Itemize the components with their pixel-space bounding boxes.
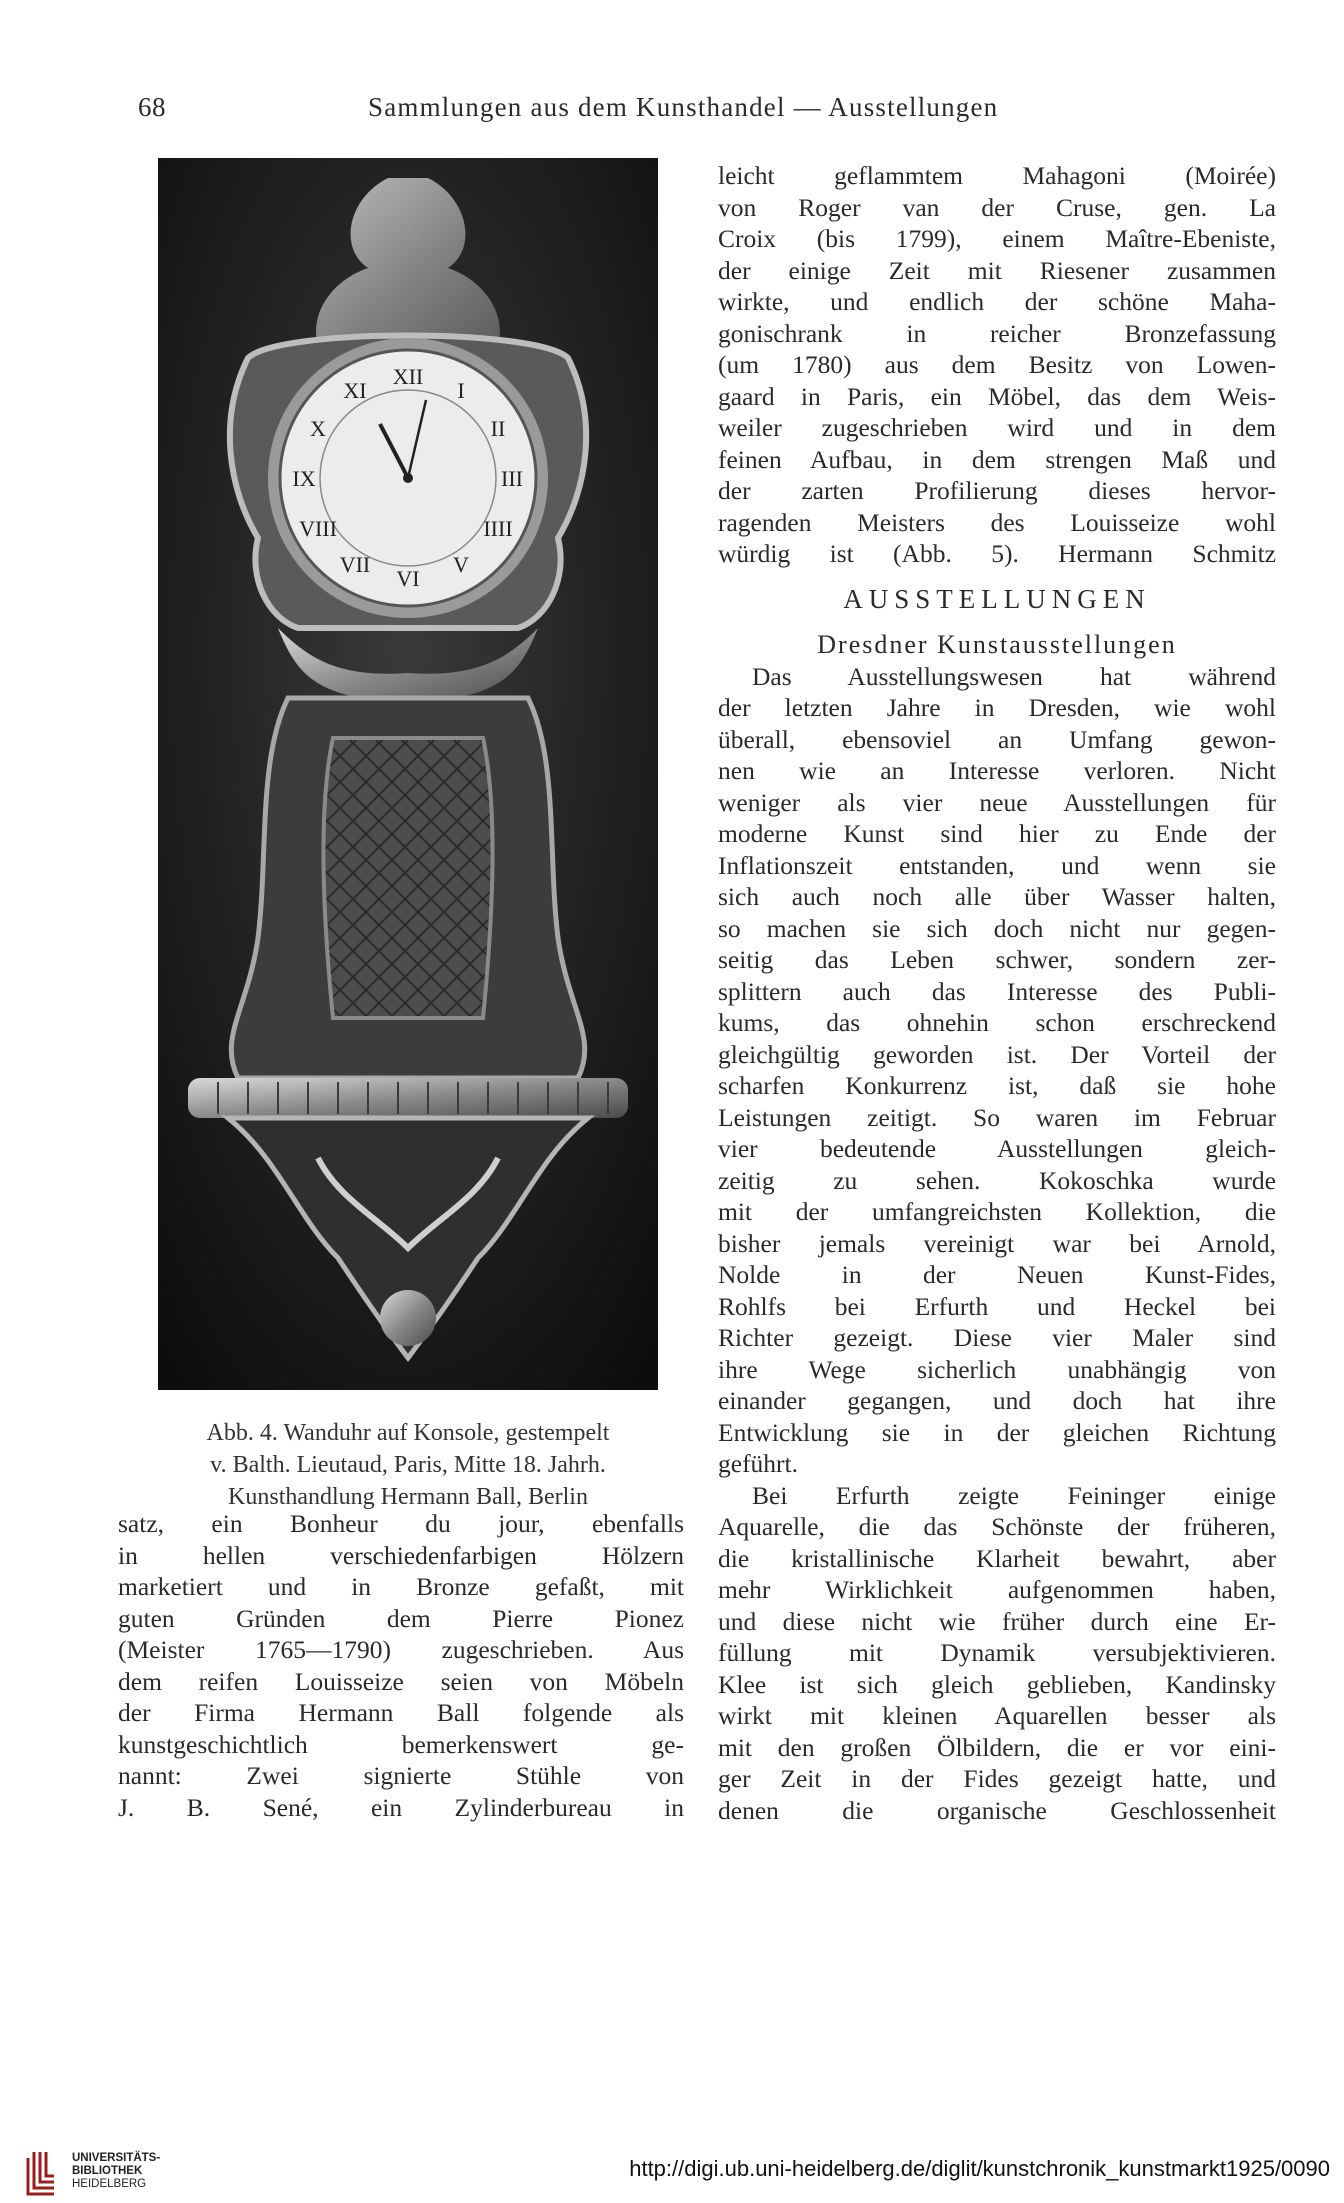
page-number: 68 (138, 92, 166, 122)
text-line: würdig ist (Abb. 5). Hermann Schmitz (718, 539, 1276, 568)
text-line: wirkt mit kleinen Aquarellen besser als (718, 1701, 1276, 1730)
text-line: wirkte, und endlich der schöne Maha- (718, 287, 1276, 316)
text-line: satz, ein Bonheur du jour, ebenfalls (118, 1509, 684, 1538)
svg-text:VIII: VIII (299, 516, 337, 541)
text-line: splittern auch das Interesse des Publi- (718, 976, 1276, 1006)
svg-text:VI: VI (396, 566, 420, 591)
text-line: (um 1780) aus dem Besitz von Lowen- (718, 350, 1276, 379)
text-line: vier bedeutende Ausstellungen gleich- (718, 1134, 1276, 1163)
left-column (118, 1508, 684, 1823)
text-line: und diese nicht wie früher durch eine Er- (718, 1606, 1276, 1636)
text-line: kunstgeschichtlich bemerkenswert ge- (118, 1729, 684, 1759)
text-line: Richter gezeigt. Diese vier Maler sind (718, 1323, 1276, 1352)
text-line: feinen Aufbau, in dem strengen Maß und (718, 444, 1276, 474)
text-line: seitig das Leben schwer, sondern zer- (718, 945, 1276, 974)
text-line: ragenden Meisters des Louisseize wohl (718, 507, 1276, 537)
clock-illustration (158, 158, 658, 1390)
running-title: Sammlungen aus dem Kunsthandel — Ausstellungen (368, 92, 999, 122)
figure-caption (128, 1417, 688, 1513)
text-line: Klee ist sich gleich geblieben, Kandinsky (718, 1669, 1276, 1699)
text-line: denen die organische Geschlossenheit (718, 1795, 1276, 1825)
svg-text:X: X (310, 416, 326, 441)
text-line: leicht geflammtem Mahagoni (Moirée) (718, 161, 1276, 190)
svg-text:VII: VII (339, 552, 371, 577)
svg-text:IX: IX (292, 466, 316, 491)
section-subheading: Dresdner Kunstausstellungen (817, 630, 1177, 659)
text-line: scharfen Konkurrenz ist, daß sie hohe (718, 1071, 1276, 1100)
text-line: Entwicklung sie in der gleichen Richtung (718, 1417, 1276, 1447)
running-header (138, 92, 1058, 132)
text-line: nannt: Zwei signierte Stühle von (118, 1761, 684, 1790)
text-line: zeitig zu sehen. Kokoschka wurde (718, 1165, 1276, 1195)
text-line: sich auch noch alle über Wasser halten, (718, 882, 1276, 911)
svg-text:XII: XII (392, 364, 424, 389)
caption-line: Abb. 4. Wanduhr auf Konsole, gestempelt (206, 1420, 610, 1446)
text-line: Bei Erfurth zeigte Feininger einige (752, 1480, 1276, 1510)
text-line: geführt. (718, 1449, 799, 1478)
text-line: in hellen verschiedenfarbigen Hölzern (118, 1540, 684, 1570)
text-line: nen wie an Interesse verloren. Nicht (718, 756, 1276, 785)
text-line: Das Ausstellungswesen hat während (752, 661, 1276, 691)
text-line: gonischrank in reicher Bronzefassung (718, 318, 1276, 348)
library-logo-icon (24, 2148, 62, 2196)
text-line: mit den großen Ölbildern, die er vor eini- (718, 1732, 1276, 1762)
text-line: dem reifen Louisseize seien von Möbeln (118, 1666, 684, 1696)
text-line: der zarten Profilierung dieses hervor- (718, 476, 1276, 505)
text-line: Nolde in der Neuen Kunst-Fides, (718, 1260, 1276, 1289)
section-heading: AUSSTELLUNGEN (843, 583, 1151, 614)
text-line: ihre Wege sicherlich unabhängig von (718, 1354, 1276, 1384)
text-line: der einige Zeit mit Riesener zusammen (718, 255, 1276, 285)
svg-text:I: I (457, 378, 465, 403)
svg-text:IIII: IIII (483, 516, 513, 541)
text-line: einander gegangen, und doch hat ihre (718, 1386, 1276, 1415)
text-line: mit der umfangreichsten Kollektion, die (718, 1197, 1276, 1226)
text-line: guten Gründen dem Pierre Pionez (118, 1603, 684, 1633)
text-line: Croix (bis 1799), einem Maître-Ebeniste, (718, 224, 1276, 253)
caption-line: v. Balth. Lieutaud, Paris, Mitte 18. Jahrh. (210, 1452, 606, 1478)
text-line: von Roger van der Cruse, gen. La (718, 192, 1276, 222)
text-line: Leistungen zeitigt. So waren im Februar (718, 1102, 1276, 1132)
text-line: Rohlfs bei Erfurth und Heckel bei (718, 1291, 1276, 1321)
text-line: gleichgültig geworden ist. Der Vorteil der (718, 1039, 1276, 1069)
text-line: der letzten Jahre in Dresden, wie wohl (718, 693, 1276, 722)
text-line: weniger als vier neue Ausstellungen für (718, 787, 1276, 817)
text-line: kums, das ohnehin schon erschreckend (718, 1008, 1276, 1037)
svg-text:III: III (501, 466, 523, 491)
text-line: marketiert und in Bronze gefaßt, mit (118, 1572, 684, 1601)
text-line: bisher jemals vereinigt war bei Arnold, (718, 1228, 1276, 1258)
text-line: die kristallinische Klarheit bewahrt, aber (718, 1543, 1276, 1573)
text-line: so machen sie sich doch nicht nur gegen- (718, 913, 1276, 943)
library-name: UNIVERSITÄTS- BIBLIOTHEK HEIDELBERG (72, 2152, 161, 2190)
text-line: J. B. Sené, ein Zylinderbureau in (118, 1792, 684, 1822)
right-column (718, 160, 1276, 1826)
text-line: der Firma Hermann Ball folgende als (118, 1698, 684, 1727)
clock-photograph (158, 158, 658, 1390)
text-line: moderne Kunst sind hier zu Ende der (718, 819, 1276, 848)
text-line: Inflationszeit entstanden, und wenn sie (718, 850, 1276, 880)
text-line: füllung mit Dynamik versubjektivieren. (718, 1638, 1276, 1667)
text-line: (Meister 1765—1790) zugeschrieben. Aus (118, 1635, 684, 1664)
svg-text:V: V (453, 552, 469, 577)
text-line: Aquarelle, die das Schönste der früheren, (718, 1512, 1276, 1541)
source-url-link[interactable]: http://digi.ub.uni-heidelberg.de/diglit/kunstchronik_kunstmarkt1925/0090 (629, 2156, 1330, 2181)
text-line: mehr Wirklichkeit aufgenommen haben, (718, 1575, 1276, 1604)
library-logo[interactable] (24, 2148, 184, 2196)
text-line: überall, ebensoviel an Umfang gewon- (718, 724, 1276, 754)
caption-line: Kunsthandlung Hermann Ball, Berlin (228, 1484, 588, 1510)
text-line: weiler zugeschrieben wird und in dem (718, 413, 1276, 442)
text-line: ger Zeit in der Fides gezeigt hatte, und (718, 1764, 1276, 1793)
svg-text:II: II (490, 416, 506, 441)
svg-text:XI: XI (343, 378, 367, 403)
text-line: gaard in Paris, ein Möbel, das dem Weis- (718, 381, 1276, 411)
